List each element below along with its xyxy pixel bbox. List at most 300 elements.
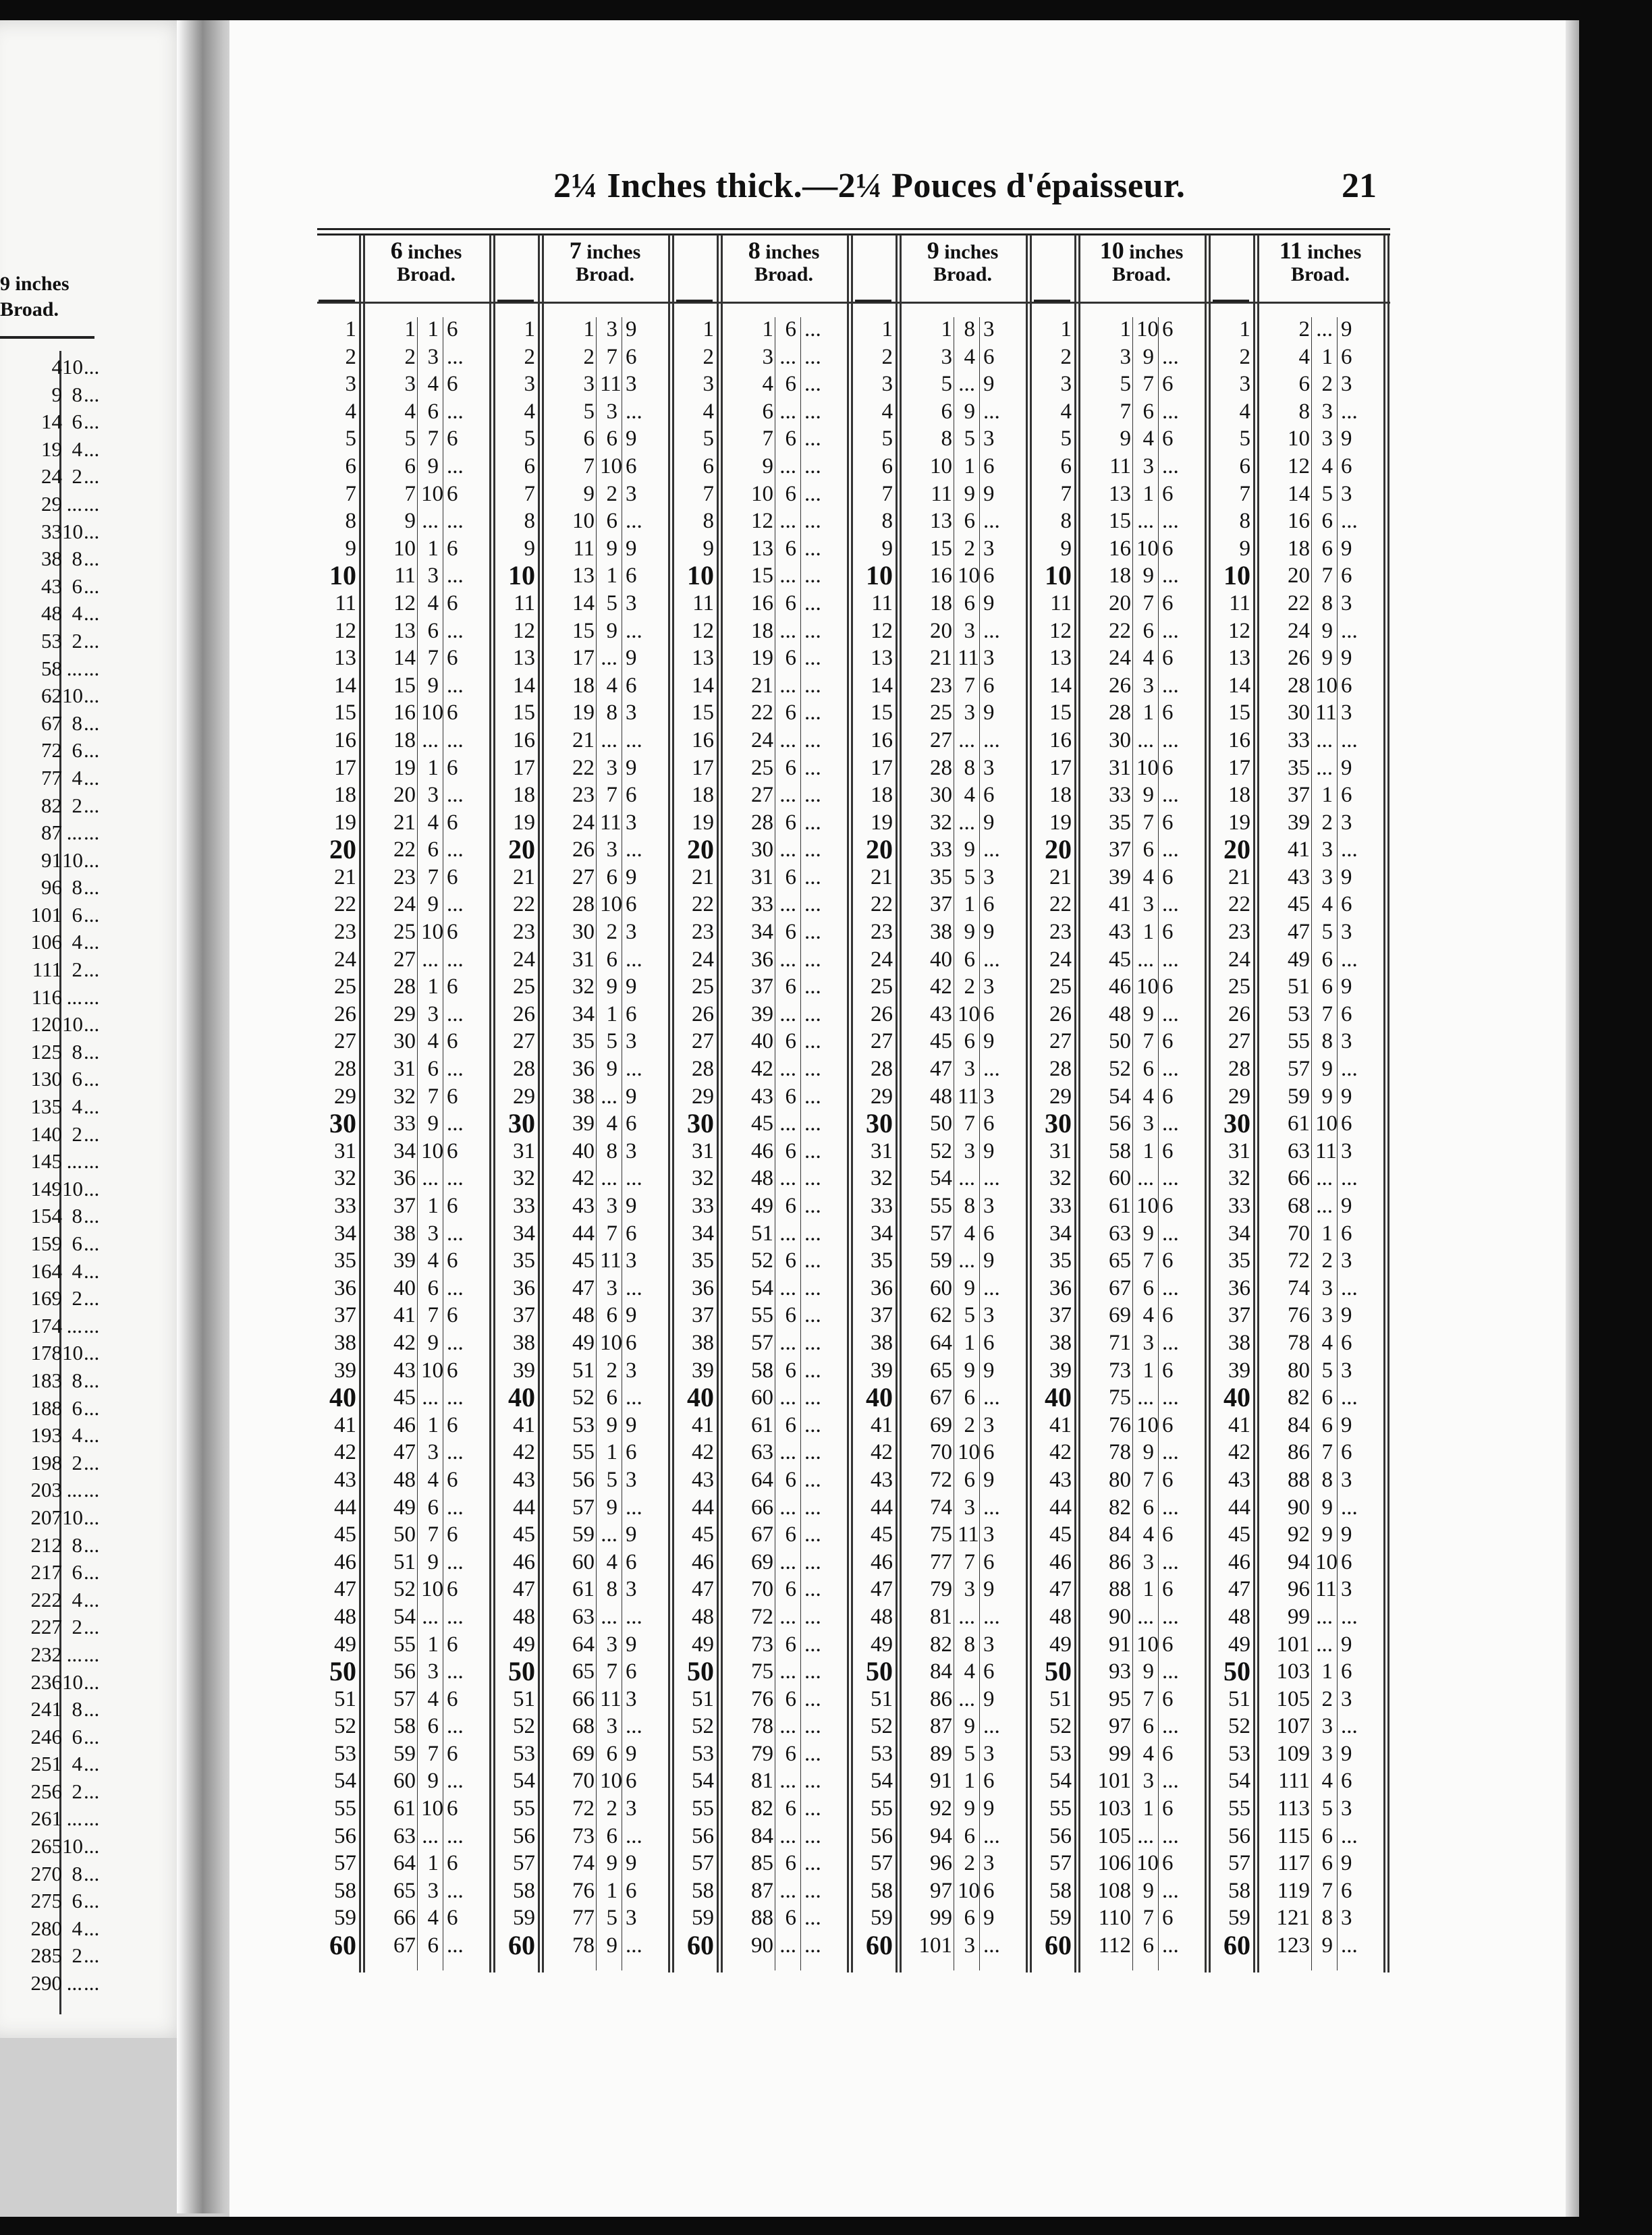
amount-feet: 86	[930, 1686, 952, 1711]
amount-feet: 74	[572, 1851, 595, 1876]
row-length: 26	[334, 1001, 356, 1026]
left-page-inches: 2	[72, 1943, 82, 1968]
table-row	[317, 836, 1397, 864]
amount-inches: 6	[606, 864, 617, 889]
row-length: 17	[513, 755, 535, 780]
amount-inches: 6	[427, 1933, 439, 1958]
row-length: 46	[1049, 1549, 1072, 1574]
amount-inches: 2	[964, 536, 975, 561]
left-page-fraction: ...	[84, 1560, 100, 1584]
left-page-row	[0, 1285, 108, 1313]
row-length: 53	[334, 1741, 356, 1766]
left-page-inches: ...	[66, 1478, 82, 1502]
left-page-fraction: ...	[84, 1341, 100, 1365]
row-length: 33	[871, 1194, 893, 1218]
table-row	[317, 453, 1397, 480]
amount-feet: 9	[1120, 426, 1131, 451]
amount-feet: 45	[393, 1385, 416, 1410]
amount-feet: 55	[1288, 1029, 1310, 1054]
amount-fraction: ...	[983, 727, 1000, 752]
amount-fraction: ...	[1162, 1659, 1179, 1684]
amount-feet: 35	[572, 1029, 595, 1054]
amount-fraction: ...	[1341, 509, 1358, 534]
amount-feet: 11	[1109, 453, 1131, 478]
amount-feet: 16	[751, 590, 773, 615]
amount-inches: 10	[958, 1440, 980, 1465]
amount-fraction: 6	[1162, 1084, 1174, 1109]
row-length: 46	[1228, 1549, 1250, 1574]
row-length: 53	[513, 1741, 535, 1766]
amount-fraction: ...	[804, 1878, 821, 1903]
amount-feet: 59	[930, 1248, 952, 1273]
left-page-inches: ...	[66, 1806, 82, 1831]
amount-fraction: 3	[983, 1741, 995, 1766]
amount-inches: 7	[427, 864, 439, 889]
amount-inches: 6	[785, 1358, 796, 1383]
amount-inches: 3	[1142, 673, 1154, 698]
left-page-inches: 10	[62, 1670, 83, 1694]
row-length: 8	[1239, 509, 1250, 534]
left-page-inches: 2	[72, 1779, 82, 1803]
amount-fraction: 6	[1162, 1194, 1174, 1218]
amount-inches: 6	[785, 755, 796, 780]
amount-inches: 1	[1142, 700, 1154, 725]
amount-inches: 1	[1142, 920, 1154, 945]
amount-fraction: 6	[447, 1632, 458, 1657]
amount-feet: 43	[930, 1001, 952, 1026]
row-length: 1	[881, 317, 893, 341]
amount-inches: 7	[1142, 810, 1154, 835]
row-length: 50	[329, 1656, 356, 1687]
amount-inches: 6	[1321, 1412, 1333, 1437]
left-page-row	[0, 1176, 108, 1203]
amount-fraction: 9	[1341, 1522, 1352, 1547]
left-page-feet: 154	[30, 1204, 62, 1228]
amount-fraction: 3	[626, 1138, 637, 1163]
amount-fraction: 3	[983, 536, 995, 561]
amount-inches: 10	[1136, 755, 1159, 780]
amount-fraction: 6	[447, 700, 458, 725]
amount-inches: 3	[427, 344, 439, 369]
column-header-width: 11	[1279, 237, 1302, 264]
row-length: 18	[1049, 783, 1072, 808]
amount-feet: 53	[1288, 1001, 1310, 1026]
amount-fraction: 9	[626, 974, 637, 999]
amount-inches: 3	[427, 1440, 439, 1465]
amount-feet: 26	[1288, 646, 1310, 671]
amount-inches: 4	[964, 344, 975, 369]
amount-fraction: ...	[804, 892, 821, 917]
row-length: 30	[687, 1108, 714, 1139]
amount-inches: ...	[958, 810, 975, 835]
amount-feet: 15	[393, 673, 416, 698]
amount-fraction: 6	[447, 1084, 458, 1109]
amount-fraction: 6	[447, 372, 458, 397]
amount-inches: 1	[964, 1769, 975, 1794]
amount-fraction: 3	[983, 1412, 995, 1437]
table-row	[317, 617, 1397, 645]
row-length: 4	[703, 399, 714, 424]
amount-inches: 3	[1142, 1111, 1154, 1136]
amount-feet: 49	[751, 1194, 773, 1218]
table-row	[317, 1001, 1397, 1028]
row-length: 42	[513, 1440, 535, 1465]
left-page-row	[0, 682, 108, 710]
amount-fraction: ...	[447, 1823, 464, 1848]
row-length: 38	[334, 1330, 356, 1355]
row-length: 22	[871, 892, 893, 917]
amount-fraction: ...	[983, 837, 1000, 862]
amount-inches: 4	[427, 1906, 439, 1931]
amount-inches: 5	[606, 1906, 617, 1931]
amount-inches: 6	[606, 509, 617, 534]
amount-inches: 3	[964, 700, 975, 725]
amount-fraction: 9	[626, 755, 637, 780]
row-length: 53	[1049, 1741, 1072, 1766]
amount-inches: 3	[1321, 1303, 1333, 1328]
amount-fraction: 9	[1341, 1632, 1352, 1657]
amount-feet: 67	[1109, 1275, 1131, 1300]
amount-fraction: ...	[804, 673, 821, 698]
amount-fraction: ...	[447, 947, 464, 972]
amount-fraction: 6	[447, 1522, 458, 1547]
amount-fraction: ...	[983, 1275, 1000, 1300]
header-dash	[1213, 300, 1249, 302]
amount-fraction: ...	[626, 947, 642, 972]
left-page-row	[0, 1559, 108, 1586]
amount-fraction: 3	[983, 755, 995, 780]
amount-feet: 24	[393, 892, 416, 917]
amount-inches: ...	[779, 1878, 796, 1903]
row-length: 14	[334, 673, 356, 698]
row-length: 51	[692, 1686, 714, 1711]
amount-inches: 4	[427, 1029, 439, 1054]
amount-fraction: 9	[1341, 426, 1352, 451]
amount-fraction: ...	[804, 1549, 821, 1574]
amount-inches: 2	[1321, 1248, 1333, 1273]
amount-fraction: 6	[626, 1330, 637, 1355]
amount-fraction: ...	[447, 892, 464, 917]
amount-fraction: 6	[447, 864, 458, 889]
amount-feet: 84	[1288, 1412, 1310, 1437]
row-length: 21	[1049, 864, 1072, 889]
amount-feet: 13	[751, 536, 773, 561]
amount-inches: 2	[964, 974, 975, 999]
amount-inches: 2	[606, 920, 617, 945]
left-page-fraction: ...	[84, 1587, 100, 1611]
left-page-fraction: ...	[84, 1313, 100, 1337]
amount-feet: 6	[762, 399, 773, 424]
row-length: 18	[692, 783, 714, 808]
left-page-row	[0, 847, 108, 875]
amount-fraction: ...	[804, 1303, 821, 1328]
amount-inches: 6	[785, 1138, 796, 1163]
row-length: 5	[345, 426, 356, 451]
row-length: 8	[1060, 509, 1072, 534]
table-row	[317, 727, 1397, 754]
amount-inches: 6	[427, 1275, 439, 1300]
left-page-row	[0, 655, 108, 683]
left-page-inches: 4	[72, 1587, 82, 1611]
amount-feet: 86	[1288, 1440, 1310, 1465]
amount-fraction: 6	[1341, 563, 1352, 588]
amount-inches: 10	[600, 892, 622, 917]
amount-inches: 10	[958, 1001, 980, 1026]
amount-inches: 1	[427, 755, 439, 780]
left-page-feet: 183	[30, 1368, 62, 1392]
amount-feet: 88	[751, 1906, 773, 1931]
amount-feet: 11	[931, 481, 952, 506]
amount-feet: 19	[393, 755, 416, 780]
amount-fraction: ...	[1162, 563, 1179, 588]
amount-feet: 64	[751, 1467, 773, 1492]
row-length: 9	[524, 536, 535, 561]
amount-feet: 10	[393, 536, 416, 561]
amount-inches: 2	[1321, 372, 1333, 397]
amount-inches: 4	[427, 1686, 439, 1711]
column-header	[900, 237, 1026, 285]
amount-inches: 6	[427, 618, 439, 643]
amount-feet: 42	[393, 1330, 416, 1355]
row-length: 27	[871, 1029, 893, 1054]
left-page-feet: 130	[30, 1067, 62, 1091]
left-page-inches: ...	[66, 656, 82, 680]
amount-inches: ...	[779, 1001, 796, 1026]
amount-feet: 3	[941, 344, 952, 369]
amount-fraction: ...	[447, 344, 464, 369]
amount-inches: 4	[964, 783, 975, 808]
amount-fraction: 9	[626, 864, 637, 889]
amount-fraction: 6	[447, 920, 458, 945]
amount-inches: 8	[1321, 1029, 1333, 1054]
amount-inches: 9	[1321, 1495, 1333, 1520]
amount-fraction: ...	[983, 947, 1000, 972]
header-dash	[319, 300, 355, 302]
row-length: 31	[692, 1138, 714, 1163]
amount-feet: 60	[393, 1769, 416, 1794]
amount-feet: 80	[1288, 1358, 1310, 1383]
amount-inches: ...	[779, 1221, 796, 1246]
row-length: 56	[1228, 1823, 1250, 1848]
amount-fraction: 9	[626, 646, 637, 671]
left-page-fraction: ...	[84, 355, 100, 379]
amount-feet: 57	[751, 1330, 773, 1355]
amount-inches: 6	[964, 1385, 975, 1410]
row-length: 19	[1049, 810, 1072, 835]
row-length: 35	[692, 1248, 714, 1273]
row-length: 54	[334, 1769, 356, 1794]
amount-feet: 8	[1298, 399, 1310, 424]
amount-fraction: 6	[1162, 646, 1174, 671]
amount-fraction: ...	[804, 646, 821, 671]
row-length: 16	[334, 727, 356, 752]
row-length: 24	[513, 947, 535, 972]
amount-fraction: 3	[983, 1522, 995, 1547]
amount-feet: 28	[572, 892, 595, 917]
left-page-row	[0, 1970, 108, 1997]
left-page-fraction: ...	[84, 958, 100, 982]
left-page-row	[0, 1011, 108, 1039]
amount-feet: 39	[393, 1248, 416, 1273]
amount-feet: 30	[930, 783, 952, 808]
left-page-fraction: ...	[84, 1971, 100, 1995]
row-length: 17	[1228, 755, 1250, 780]
amount-fraction: 9	[983, 1248, 995, 1273]
amount-feet: 33	[930, 837, 952, 862]
amount-inches: 9	[964, 920, 975, 945]
row-length: 10	[687, 560, 714, 591]
left-page-row	[0, 1887, 108, 1915]
amount-feet: 15	[572, 618, 595, 643]
amount-inches: ...	[779, 673, 796, 698]
left-page-inches: 2	[72, 1286, 82, 1310]
table-row	[317, 1795, 1397, 1823]
row-length: 42	[334, 1440, 356, 1465]
amount-inches: 6	[785, 864, 796, 889]
amount-feet: 18	[751, 618, 773, 643]
row-length: 19	[871, 810, 893, 835]
amount-inches: ...	[1316, 317, 1333, 341]
left-page-row	[0, 1532, 108, 1560]
left-page-fraction: ...	[84, 1806, 100, 1831]
column-header-width: 9	[927, 237, 939, 264]
amount-feet: 13	[930, 509, 952, 534]
amount-inches: 9	[1142, 1440, 1154, 1465]
amount-feet: 70	[930, 1440, 952, 1465]
left-page-inches: 4	[72, 930, 82, 954]
amount-fraction: 9	[626, 1522, 637, 1547]
row-length: 26	[871, 1001, 893, 1026]
amount-fraction: ...	[1162, 399, 1179, 424]
amount-feet: 21	[930, 646, 952, 671]
amount-fraction: 6	[1341, 453, 1352, 478]
row-length: 35	[1228, 1248, 1250, 1273]
amount-fraction: 6	[1341, 1659, 1352, 1684]
amount-inches: 10	[421, 1796, 443, 1821]
row-length: 33	[1049, 1194, 1072, 1218]
amount-inches: ...	[779, 1604, 796, 1629]
row-length: 10	[329, 560, 356, 591]
amount-feet: 72	[930, 1467, 952, 1492]
left-page-fraction: ...	[84, 1861, 100, 1885]
left-page-inches: 10	[62, 684, 83, 708]
amount-fraction: ...	[804, 1166, 821, 1191]
left-page-inches: 8	[72, 1039, 82, 1064]
left-page-row	[0, 1093, 108, 1121]
amount-inches: 3	[1321, 426, 1333, 451]
amount-fraction: 3	[1341, 810, 1352, 835]
amount-fraction: 6	[447, 481, 458, 506]
row-length: 30	[329, 1108, 356, 1139]
amount-inches: 8	[1321, 1467, 1333, 1492]
amount-inches: 1	[606, 1878, 617, 1903]
row-length: 13	[1049, 646, 1072, 671]
row-length: 15	[334, 700, 356, 725]
amount-fraction: 6	[1162, 426, 1174, 451]
amount-fraction: ...	[804, 1604, 821, 1629]
row-length: 27	[692, 1029, 714, 1054]
row-length: 46	[334, 1549, 356, 1574]
row-length: 43	[871, 1467, 893, 1492]
amount-feet: 36	[572, 1057, 595, 1082]
amount-fraction: ...	[804, 1029, 821, 1054]
row-length: 38	[1049, 1330, 1072, 1355]
amount-feet: 13	[572, 563, 595, 588]
left-page-inches: 8	[72, 1697, 82, 1721]
left-page-inches: 10	[62, 848, 83, 872]
left-page-row	[0, 600, 108, 628]
row-length: 11	[514, 590, 535, 615]
amount-feet: 72	[1288, 1248, 1310, 1273]
amount-feet: 66	[1288, 1166, 1310, 1191]
row-length: 8	[881, 509, 893, 534]
amount-feet: 44	[572, 1221, 595, 1246]
amount-inches: 3	[964, 1933, 975, 1958]
row-length: 5	[881, 426, 893, 451]
amount-feet: 48	[572, 1303, 595, 1328]
amount-fraction: 9	[1341, 1084, 1352, 1109]
amount-inches: 3	[1142, 453, 1154, 478]
row-length: 54	[513, 1769, 535, 1794]
amount-inches: ...	[779, 344, 796, 369]
amount-feet: 62	[930, 1303, 952, 1328]
row-length: 4	[1060, 399, 1072, 424]
amount-feet: 56	[572, 1467, 595, 1492]
row-length: 49	[1228, 1632, 1250, 1657]
amount-inches: 8	[964, 1194, 975, 1218]
amount-feet: 24	[572, 810, 595, 835]
amount-inches: 6	[1142, 618, 1154, 643]
left-page-row	[0, 463, 108, 491]
left-page-feet: 198	[30, 1450, 62, 1474]
amount-feet: 39	[751, 1001, 773, 1026]
amount-inches: 1	[1142, 1796, 1154, 1821]
left-page-inches: 2	[72, 958, 82, 982]
amount-inches: 3	[1321, 1741, 1333, 1766]
amount-fraction: 6	[626, 453, 637, 478]
amount-feet: 60	[1109, 1166, 1131, 1191]
amount-inches: ...	[779, 1659, 796, 1684]
amount-inches: 6	[785, 1796, 796, 1821]
amount-inches: ...	[779, 1111, 796, 1136]
column-header-width: 7	[569, 237, 582, 264]
amount-feet: 82	[751, 1796, 773, 1821]
row-length: 36	[871, 1275, 893, 1300]
amount-fraction: ...	[626, 1385, 642, 1410]
table-row	[317, 1275, 1397, 1302]
row-length: 38	[871, 1330, 893, 1355]
amount-inches: 6	[1321, 947, 1333, 972]
amount-fraction: 9	[1341, 864, 1352, 889]
amount-feet: 115	[1277, 1823, 1310, 1848]
left-page-rows	[0, 354, 108, 1997]
amount-fraction: 3	[1341, 1029, 1352, 1054]
left-page-row	[0, 1613, 108, 1641]
row-length: 26	[513, 1001, 535, 1026]
amount-fraction: 6	[1341, 344, 1352, 369]
amount-feet: 2	[1298, 317, 1310, 341]
row-length: 6	[1060, 453, 1072, 478]
table-row	[317, 1384, 1397, 1412]
amount-inches: 9	[427, 1330, 439, 1355]
row-length: 14	[513, 673, 535, 698]
row-length: 2	[881, 344, 893, 369]
row-length: 30	[1223, 1108, 1250, 1139]
left-page-fraction: ...	[84, 547, 100, 571]
left-page-inches: 6	[72, 902, 82, 927]
amount-fraction: ...	[804, 1686, 821, 1711]
amount-feet: 34	[572, 1001, 595, 1026]
